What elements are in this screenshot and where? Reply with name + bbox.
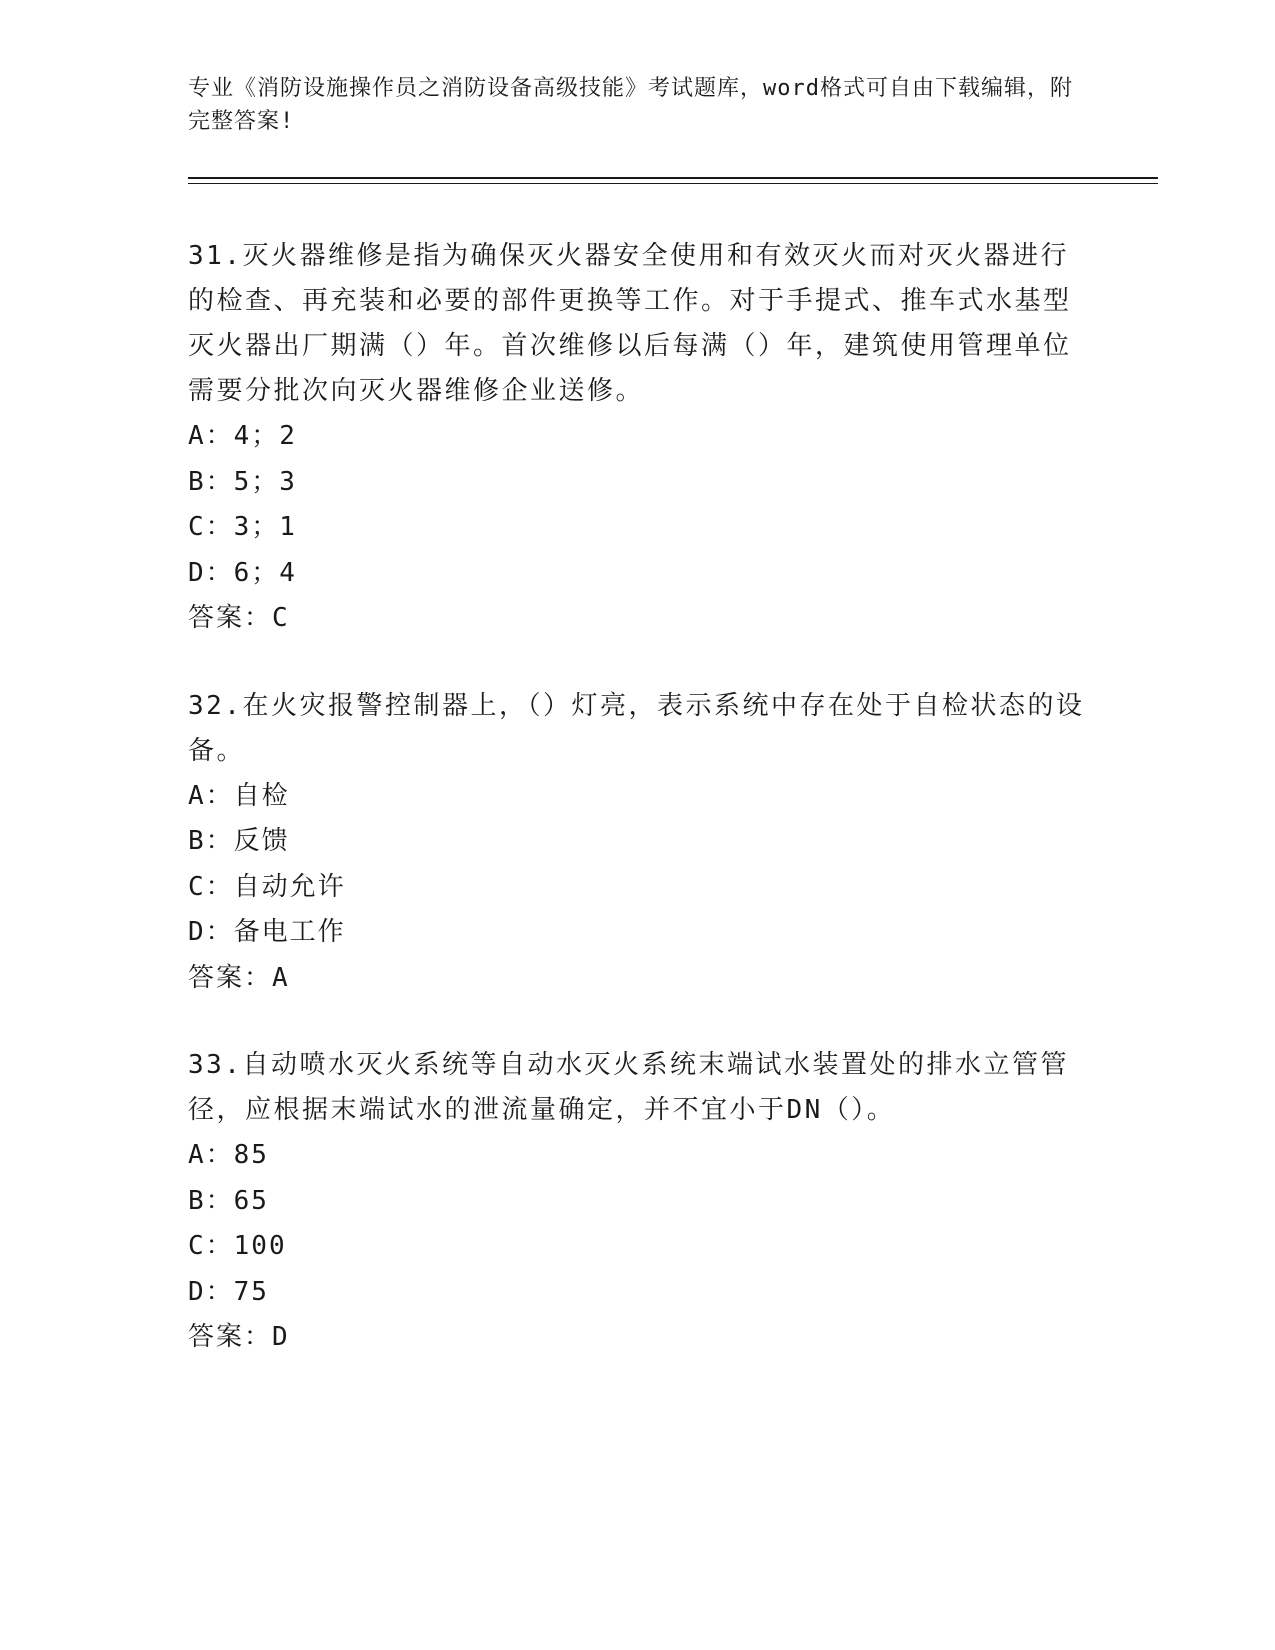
question-stem: 31.灭火器维修是指为确保灭火器安全使用和有效灭火而对灭火器进行的检查、再充装和必要的部件更换等工作。对于手提式、推车式水基型灭火器出厂期满（）年。首次维修以后每满（）年，建筑使用管理单位需要分批次向灭火器维修企业送修。 [188, 241, 1072, 406]
option-b: B：反馈 [188, 826, 290, 856]
question-stem: 33.自动喷水灭火系统等自动水灭火系统末端试水装置处的排水立管管径，应根据末端试水的泄流量确定，并不宜小于DN（）。 [188, 1050, 1069, 1125]
option-c: C：自动允许 [188, 871, 346, 902]
question-31 [188, 234, 1088, 642]
option-d: D：6；4 [188, 557, 297, 588]
option-c: C：3；1 [188, 512, 297, 542]
question-list [188, 234, 1088, 1403]
option-b: B：5；3 [188, 466, 297, 497]
question-33 [188, 1043, 1088, 1361]
answer-value: A [272, 962, 290, 993]
option-a: A：4；2 [188, 421, 297, 451]
header-divider-thick [188, 177, 1158, 179]
answer-label: 答案： [188, 962, 273, 993]
header-text: 专业《消防设施操作员之消防设备高级技能》考试题库，word格式可自由下载编辑，附完整答案! [188, 76, 1073, 134]
answer-label: 答案： [188, 1322, 273, 1352]
header-divider-thin [188, 183, 1158, 184]
option-d: D：备电工作 [188, 917, 346, 947]
answer-line [188, 596, 1088, 642]
answer-line [188, 1315, 1088, 1361]
answer-value: D [272, 1322, 290, 1352]
answer-value: C [272, 603, 290, 633]
option-d: D：75 [188, 1276, 269, 1307]
option-c: C：100 [188, 1231, 287, 1261]
option-b: B：65 [188, 1185, 269, 1216]
option-a: A：自检 [188, 780, 290, 811]
option-a: A：85 [188, 1140, 269, 1170]
question-stem: 32.在火灾报警控制器上，（）灯亮，表示系统中存在处于自检状态的设备。 [188, 690, 1085, 766]
answer-label: 答案： [188, 603, 273, 633]
answer-line [188, 956, 1088, 1002]
question-32 [188, 684, 1088, 1002]
